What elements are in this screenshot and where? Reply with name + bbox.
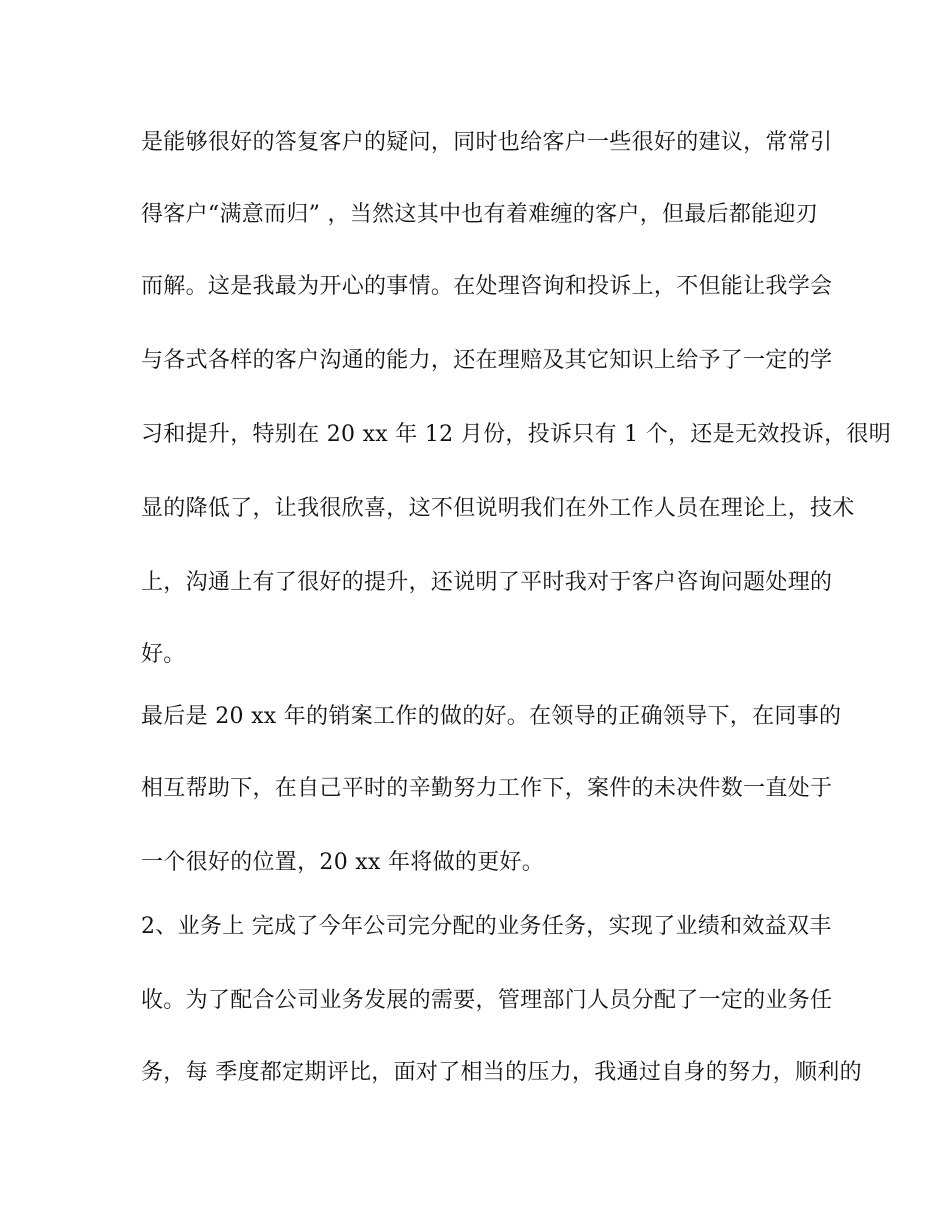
text-line-9: 最后是 20 xx 年的销案工作的做的好。在领导的正确领导下，在同事的 [141, 704, 842, 729]
text-line-12: 2、业务上 完成了今年公司完分配的业务任务，实现了业绩和效益双丰 [141, 914, 832, 939]
text-line-8: 好。 [141, 642, 186, 667]
text-line-14: 务，每 季度都定期评比，面对了相当的压力，我通过自身的努力，顺利的 [141, 1060, 862, 1085]
text-line-7: 上，沟通上有了很好的提升，还说明了平时我对于客户咨询问题处理的 [141, 570, 833, 595]
text-line-13: 收。为了配合公司业务发展的需要，管理部门人员分配了一定的业务任 [141, 988, 833, 1013]
text-line-3: 而解。这是我最为开心的事情。在处理咨询和投诉上，不但能让我学会 [141, 274, 833, 299]
text-line-10: 相互帮助下，在自己平时的辛勤努力工作下，案件的未决件数一直处于 [141, 776, 833, 801]
text-line-6: 显的降低了，让我很欣喜，这不但说明我们在外工作人员在理论上，技术 [141, 496, 855, 521]
text-line-11: 一个很好的位置，20 xx 年将做的更好。 [141, 850, 545, 875]
text-line-4: 与各式各样的客户沟通的能力，还在理赔及其它知识上给予了一定的学 [141, 348, 833, 373]
text-line-5: 习和提升，特别在 20 xx 年 12 月份，投诉只有 1 个，还是无效投诉，很明 [141, 422, 892, 447]
text-line-2: 得客户“满意而归” ，当然这其中也有着难缠的客户，但最后都能迎刃 [141, 202, 819, 227]
text-line-1: 是能够很好的答复客户的疑问，同时也给客户一些很好的建议，常常引 [141, 130, 833, 155]
